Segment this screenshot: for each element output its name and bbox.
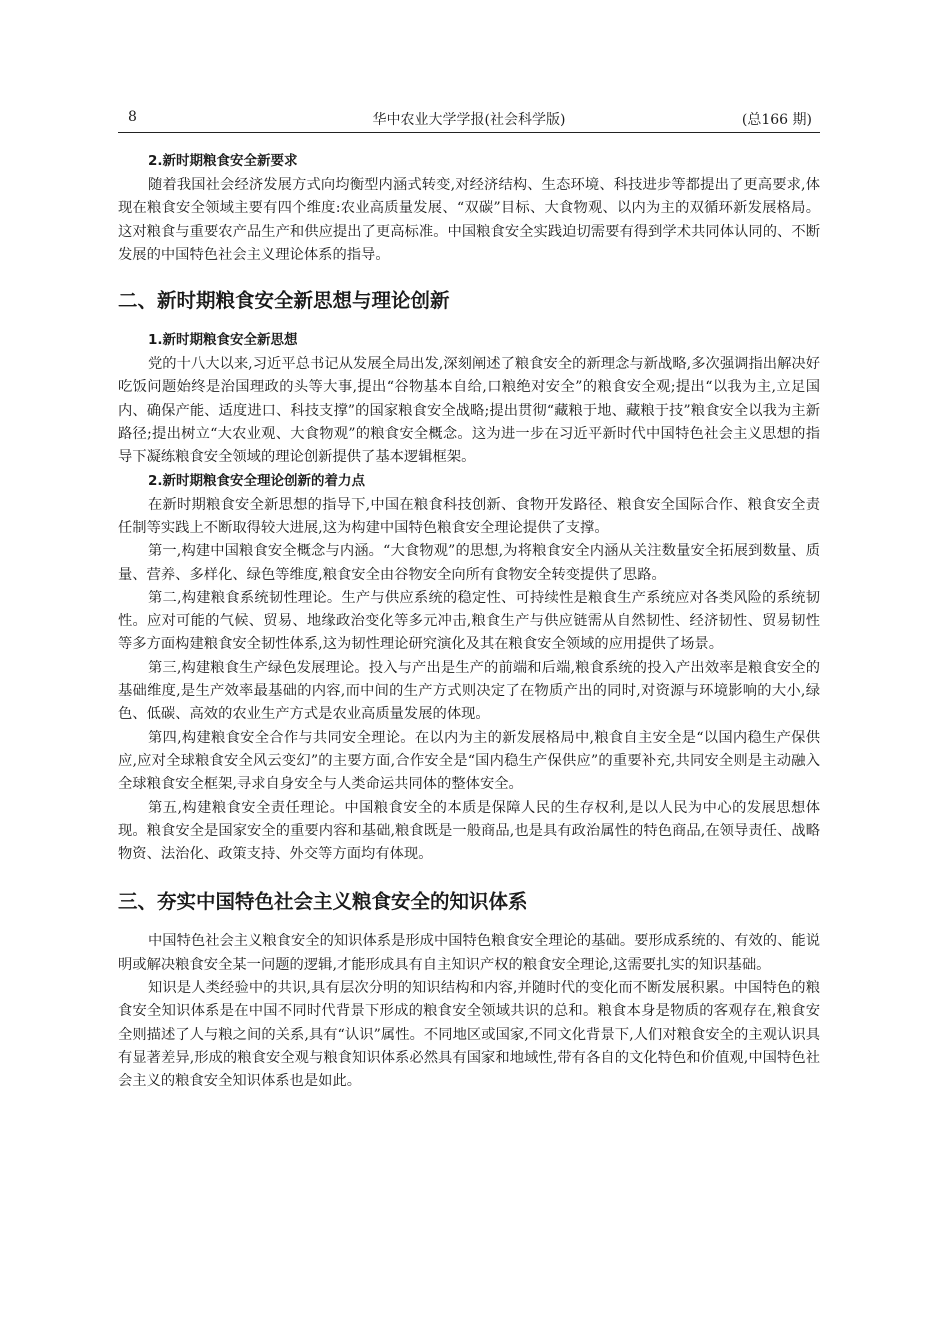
paragraph: 第三,构建粮食生产绿色发展理论。投入与产出是生产的前端和后端,粮食系统的投入产出效率是粮食安全的基础维度,是生产效率最基础的内容,而中间的生产方式则决定了在物质产出的同时,对资源与环境影响的大小,绿色、低碳、高效的农业生产方式是农业高质量发展的体现。	[118, 659, 820, 723]
paragraph: 随着我国社会经济发展方式向均衡型内涵式转变,对经济结构、生态环境、科技进步等都提出了更高要求,体现在粮食安全领域主要有四个维度:农业高质量发展、“双碳”目标、大食物观、以内为主的双循环新发展格局。这对粮食与重要农产品生产和供应提出了更高标准。中国粮食安全实践迫切需要有得到学术共同体认同的、不断发展的中国特色社会主义理论体系的指导。	[118, 177, 820, 263]
running-header	[118, 106, 820, 133]
subheading: 1.新时期粮食安全新思想	[148, 332, 298, 349]
paragraph: 第二,构建粮食系统韧性理论。生产与供应系统的稳定性、可持续性是粮食生产系统应对各类风险的系统韧性。应对可能的气候、贸易、地缘政治变化等多元冲击,粮食生产与供应链需从自然韧性、经济韧性、贸易韧性等多方面构建粮食安全韧性体系,这为韧性理论研究演化及其在粮食安全领域的应用提供了场景。	[118, 589, 820, 653]
paragraph: 中国特色社会主义粮食安全的知识体系是形成中国特色粮食安全理论的基础。要形成系统的、有效的、能说明或解决粮食安全某一问题的逻辑,才能形成具有自主知识产权的粮食安全理论,这需要扎实的知识基础。	[118, 933, 820, 973]
subheading: 2.新时期粮食安全理论创新的着力点	[148, 472, 366, 489]
subheading: 2.新时期粮食安全新要求	[148, 153, 298, 169]
page-number: 8	[128, 109, 137, 125]
section-heading: 二、新时期粮食安全新思想与理论创新	[118, 289, 450, 313]
paragraph: 党的十八大以来,习近平总书记从发展全局出发,深刻阐述了粮食安全的新理念与新战略,多次强调指出解决好吃饭问题始终是治国理政的头等大事,提出“谷物基本自给,口粮绝对安全”的粮食安全观;提出“以我为主,立足国内、确保产能、适度进口、科技支撑”的国家粮食安全战略;提出贯彻“藏粮于地、藏粮于技”粮食安全以我为主新路径;提出树立“大农业观、大食物观”的粮食安全概念。这为进一步在习近平新时代中国特色社会主义思想的指导下凝练粮食安全领域的理论创新提供了基本逻辑框架。	[118, 356, 820, 466]
paragraph: 第四,构建粮食安全合作与共同安全理论。在以内为主的新发展格局中,粮食自主安全是“以国内稳生产保供应,应对全球粮食安全风云变幻”的主要方面,合作安全是“国内稳生产保供应”的重要补充,共同安全则是主动融入全球粮食安全框架,寻求自身安全与人类命运共同体的整体安全。	[118, 729, 820, 793]
journal-title: 华中农业大学学报(社会科学版)	[372, 112, 566, 128]
paragraph: 知识是人类经验中的共识,具有层次分明的知识结构和内容,并随时代的变化而不断发展积累。中国特色的粮食安全知识体系是在中国不同时代背景下形成的粮食安全领域共识的总和。粮食本身是物质的客观存在,粮食安全则描述了人与粮之间的关系,具有“认识”属性。不同地区或国家,不同文化背景下,人们对粮食安全的主观认识具有显著差异,形成的粮食安全观与粮食知识体系必然具有国家和地域性,带有各自的文化特色和价值观,中国特色社会主义的粮食安全知识体系也是如此。	[118, 980, 820, 1090]
issue-number: (总166 期)	[741, 112, 812, 128]
section-heading: 三、夯实中国特色社会主义粮食安全的知识体系	[118, 890, 528, 914]
paragraph: 在新时期粮食安全新思想的指导下,中国在粮食科技创新、食物开发路径、粮食安全国际合作、粮食安全责任制等实践上不断取得较大进展,这为构建中国特色粮食安全理论提供了支撑。	[118, 496, 820, 536]
paragraph: 第五,构建粮食安全责任理论。中国粮食安全的本质是保障人民的生存权利,是以人民为中心的发展思想体现。粮食安全是国家安全的重要内容和基础,粮食既是一般商品,也是具有政治属性的特色商品,在领导责任、战略物资、法治化、政策支持、外交等方面均有体现。	[118, 799, 820, 863]
body-text	[118, 150, 820, 1094]
paragraph: 第一,构建中国粮食安全概念与内涵。“大食物观”的思想,为将粮食安全内涵从关注数量安全拓展到数量、质量、营养、多样化、绿色等维度,粮食安全由谷物安全向所有食物安全转变提供了思路。	[118, 543, 820, 583]
